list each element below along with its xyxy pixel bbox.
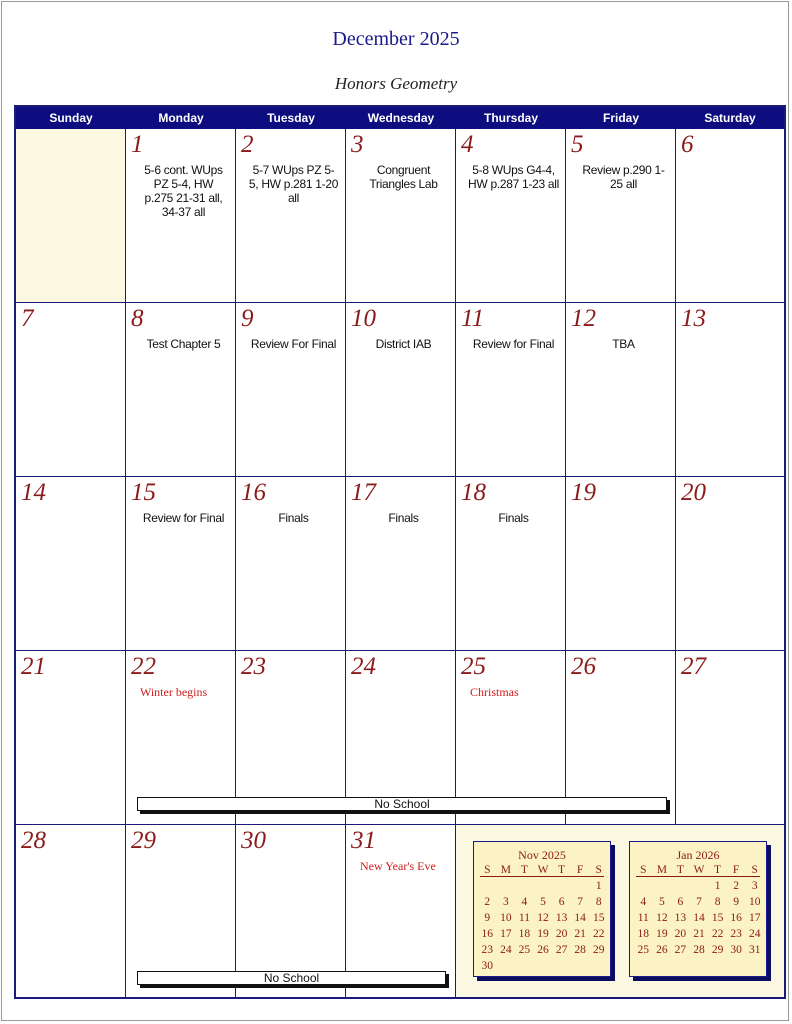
mini-blank <box>497 878 516 894</box>
mini-day: 24 <box>748 928 761 940</box>
day-cell[interactable] <box>456 477 566 651</box>
mini-weekday-initial: F <box>732 864 740 876</box>
day-cell[interactable] <box>346 129 456 303</box>
mini-calendar-grid <box>634 862 764 958</box>
mini-day: 6 <box>677 896 684 908</box>
day-cell[interactable] <box>566 303 676 477</box>
empty-day-cell <box>16 129 126 303</box>
day-cell[interactable] <box>236 129 346 303</box>
mini-calendar-area <box>456 825 784 997</box>
weekday-label-tuesday: Tuesday <box>267 111 315 125</box>
mini-day: 13 <box>674 912 687 924</box>
mini-calendar-grid <box>478 862 608 974</box>
mini-blank <box>552 878 571 894</box>
mini-blank <box>515 878 534 894</box>
day-cell[interactable] <box>456 129 566 303</box>
mini-blank <box>653 878 672 894</box>
day-cell[interactable] <box>456 303 566 477</box>
day-number: 22 <box>131 653 156 680</box>
mini-blank <box>634 878 653 894</box>
day-number: 15 <box>131 479 156 506</box>
mini-weekday-initial: M <box>500 864 511 876</box>
mini-day: 14 <box>693 912 705 924</box>
day-cell[interactable] <box>236 477 346 651</box>
mini-weekday-initial: W <box>693 864 705 876</box>
mini-day: 16 <box>481 928 494 940</box>
day-number: 7 <box>21 305 34 332</box>
mini-day: 29 <box>592 944 605 956</box>
day-note: Test Chapter 5 <box>146 337 221 351</box>
day-cell[interactable] <box>676 129 784 303</box>
day-note: TBA <box>612 337 635 351</box>
day-cell[interactable] <box>126 303 236 477</box>
mini-day: 21 <box>574 928 586 940</box>
day-number: 12 <box>571 305 596 332</box>
weekday-label-sunday: Sunday <box>49 111 93 125</box>
day-note: Review For Final <box>250 337 337 351</box>
mini-day: 8 <box>714 896 721 908</box>
day-number: 27 <box>681 653 706 680</box>
mini-day: 30 <box>730 944 742 956</box>
weekday-header <box>16 107 784 129</box>
mini-day: 22 <box>711 928 724 940</box>
mini-calendar <box>473 841 611 977</box>
mini-day: 28 <box>574 944 586 956</box>
mini-day: 31 <box>748 944 761 956</box>
mini-day: 19 <box>656 928 668 940</box>
mini-day: 5 <box>540 896 546 908</box>
mini-day: 22 <box>592 928 605 940</box>
mini-day: 1 <box>714 880 721 892</box>
day-cell[interactable] <box>566 477 676 651</box>
mini-day: 7 <box>696 896 702 908</box>
mini-weekday-initial: S <box>751 864 758 876</box>
day-note: Finals <box>278 511 309 525</box>
holiday-label: New Year's Eve <box>360 859 436 873</box>
mini-day: 26 <box>656 944 668 956</box>
day-cell[interactable] <box>346 477 456 651</box>
mini-day: 4 <box>521 896 528 908</box>
weekday-label-friday: Friday <box>602 111 639 125</box>
day-number: 9 <box>241 305 254 332</box>
day-number: 10 <box>351 305 376 332</box>
mini-day: 23 <box>481 944 494 956</box>
day-number: 1 <box>131 131 144 158</box>
day-cell[interactable] <box>16 477 126 651</box>
mini-day: 9 <box>484 912 491 924</box>
day-number: 13 <box>681 305 706 332</box>
day-number: 3 <box>351 131 364 158</box>
day-note: 5-6 cont. WUps PZ 5-4, HW p.275 21-31 all, 34-37 all <box>144 163 223 219</box>
day-cell[interactable] <box>676 651 784 825</box>
mini-day: 2 <box>733 880 739 892</box>
mini-day: 8 <box>595 896 602 908</box>
mini-day: 30 <box>481 960 494 972</box>
mini-day: 13 <box>555 912 568 924</box>
day-cell[interactable] <box>16 825 126 997</box>
day-number: 4 <box>461 131 474 158</box>
day-note: District IAB <box>375 337 432 351</box>
day-note: Review for Final <box>472 337 555 351</box>
mini-day: 16 <box>730 912 742 924</box>
mini-day: 15 <box>592 912 605 924</box>
mini-day: 14 <box>574 912 586 924</box>
mini-day: 10 <box>748 896 761 908</box>
mini-day: 18 <box>518 928 531 940</box>
mini-day: 2 <box>484 896 491 908</box>
mini-weekday-initial: T <box>558 864 566 876</box>
mini-day: 3 <box>502 896 509 908</box>
day-number: 14 <box>21 479 46 506</box>
mini-day: 24 <box>500 944 512 956</box>
mini-weekday-initial: W <box>537 864 549 876</box>
mini-day: 12 <box>656 912 668 924</box>
day-cell[interactable] <box>676 303 784 477</box>
day-number: 31 <box>351 827 376 854</box>
day-note: Review p.290 1-25 all <box>582 163 665 191</box>
day-cell[interactable] <box>126 129 236 303</box>
mini-day: 11 <box>518 912 530 924</box>
no-school-bar: No School <box>137 797 667 811</box>
day-number: 8 <box>131 305 144 332</box>
day-cell[interactable] <box>236 303 346 477</box>
mini-day: 21 <box>693 928 705 940</box>
day-note: Congruent Triangles Lab <box>369 163 438 191</box>
mini-blank <box>571 878 590 894</box>
day-number: 30 <box>241 827 266 854</box>
day-number: 23 <box>241 653 266 680</box>
day-number: 18 <box>461 479 486 506</box>
mini-day: 3 <box>751 880 758 892</box>
mini-day: 12 <box>537 912 549 924</box>
mini-weekday-initial: M <box>656 864 667 876</box>
day-note: Finals <box>498 511 529 525</box>
day-number: 21 <box>21 653 46 680</box>
mini-day: 1 <box>595 880 602 892</box>
mini-day: 6 <box>558 896 565 908</box>
mini-day: 25 <box>518 944 531 956</box>
mini-day: 20 <box>555 928 568 940</box>
day-number: 17 <box>351 479 376 506</box>
mini-weekday-initial: S <box>484 864 491 876</box>
page-title: December 2025 <box>332 28 460 50</box>
day-cell[interactable] <box>16 303 126 477</box>
day-cell[interactable] <box>346 303 456 477</box>
mini-day: 20 <box>674 928 687 940</box>
day-cell[interactable] <box>16 651 126 825</box>
mini-day: 19 <box>537 928 549 940</box>
mini-day: 17 <box>748 912 761 924</box>
day-note: Review for Final <box>142 511 225 525</box>
holiday-label: Christmas <box>470 685 519 699</box>
weekday-label-monday: Monday <box>158 111 204 125</box>
day-number: 28 <box>21 827 46 854</box>
day-number: 26 <box>571 653 596 680</box>
day-number: 24 <box>351 653 376 680</box>
mini-day: 27 <box>674 944 687 956</box>
mini-weekday-initial: S <box>640 864 647 876</box>
mini-calendar <box>629 841 767 977</box>
mini-weekday-initial: T <box>676 864 684 876</box>
mini-day: 5 <box>658 896 665 908</box>
mini-weekday-initial: T <box>520 864 528 876</box>
mini-day: 27 <box>555 944 568 956</box>
mini-blank <box>671 878 690 894</box>
day-number: 16 <box>241 479 266 506</box>
day-number: 5 <box>571 131 584 158</box>
mini-day: 25 <box>637 944 650 956</box>
day-number: 25 <box>461 653 486 680</box>
mini-calendar-title: Jan 2026 <box>676 848 720 862</box>
mini-day: 18 <box>637 928 650 940</box>
mini-blank <box>478 878 497 894</box>
mini-weekday-initial: T <box>714 864 722 876</box>
mini-day: 11 <box>637 912 649 924</box>
no-school-bar: No School <box>137 971 446 985</box>
mini-blank <box>690 878 709 894</box>
mini-day: 26 <box>537 944 549 956</box>
mini-day: 7 <box>577 896 583 908</box>
day-cell[interactable] <box>676 477 784 651</box>
day-number: 19 <box>571 479 596 506</box>
page-subtitle: Honors Geometry <box>334 74 458 93</box>
mini-weekday-initial: F <box>576 864 584 876</box>
weekday-label-wednesday: Wednesday <box>367 111 435 125</box>
day-cell[interactable] <box>126 477 236 651</box>
weekday-label-thursday: Thursday <box>483 111 538 125</box>
mini-day: 15 <box>711 912 724 924</box>
day-number: 29 <box>131 827 156 854</box>
day-number: 20 <box>681 479 706 506</box>
mini-calendar-title: Nov 2025 <box>518 848 566 862</box>
mini-day: 28 <box>693 944 705 956</box>
mini-blank <box>534 878 553 894</box>
day-note: 5-8 WUps G4-4, HW p.287 1-23 all <box>468 163 559 191</box>
mini-day: 9 <box>733 896 739 908</box>
day-note: Finals <box>388 511 419 525</box>
holiday-label: Winter begins <box>140 685 208 699</box>
weekday-label-saturday: Saturday <box>704 111 756 125</box>
day-number: 11 <box>461 305 485 332</box>
day-number: 2 <box>241 131 254 158</box>
mini-day: 23 <box>730 928 742 940</box>
mini-day: 4 <box>640 896 647 908</box>
day-note: 5-7 WUps PZ 5-5, HW p.281 1-20 all <box>248 163 339 205</box>
mini-weekday-initial: S <box>595 864 602 876</box>
day-number: 6 <box>681 131 694 158</box>
mini-day: 17 <box>500 928 512 940</box>
day-cell[interactable] <box>566 129 676 303</box>
month-calendar <box>14 105 786 999</box>
mini-day: 10 <box>500 912 512 924</box>
mini-day: 29 <box>711 944 724 956</box>
